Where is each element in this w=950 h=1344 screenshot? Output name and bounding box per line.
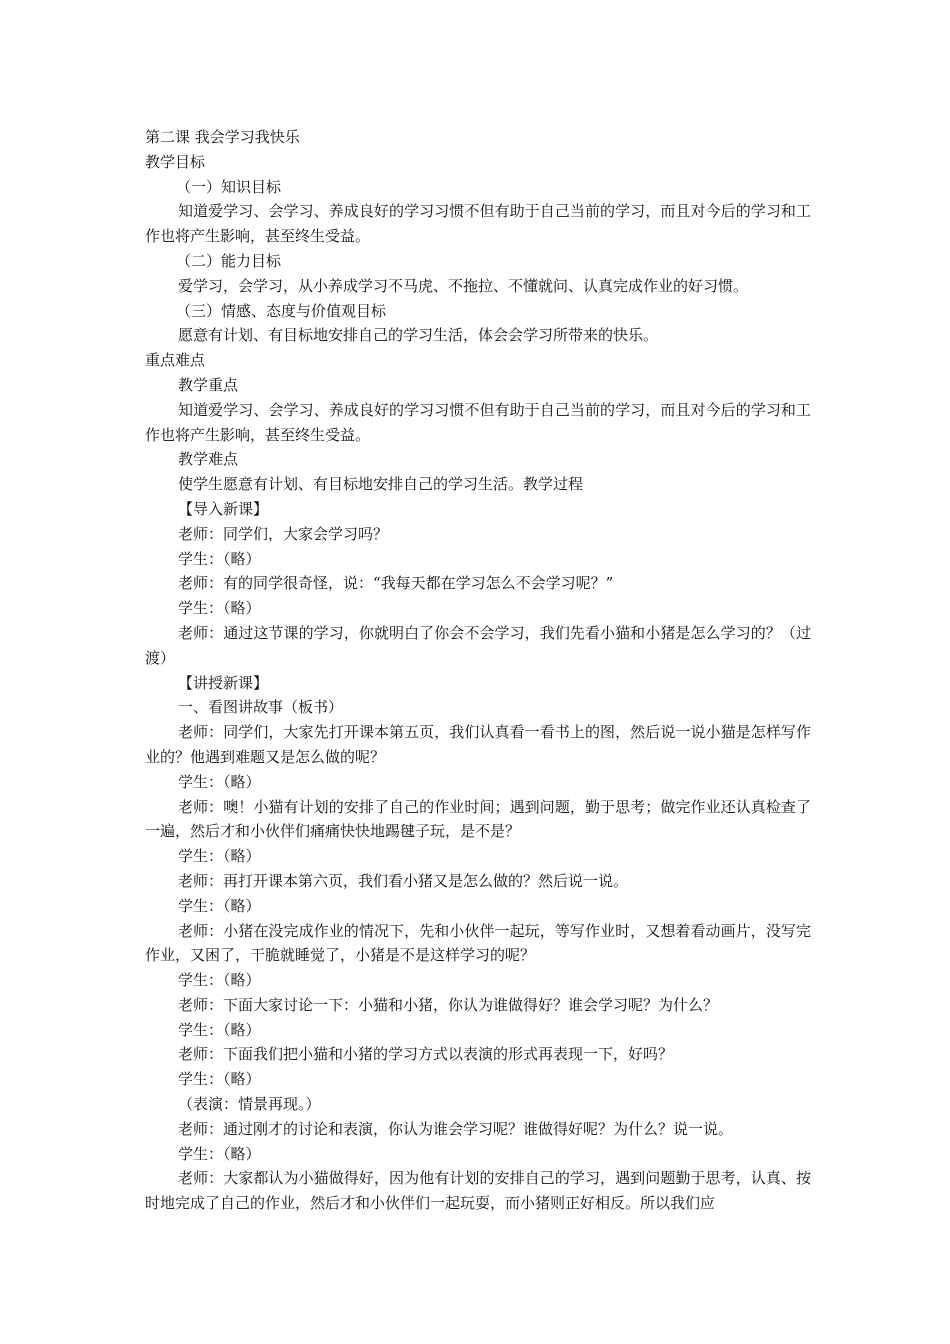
paragraph: 学生：（略） (178, 971, 261, 990)
paragraph: 学生：（略） (178, 1020, 261, 1039)
paragraph: 使学生愿意有计划、有目标地安排自己的学习生活。教学过程 (178, 475, 584, 494)
paragraph: 知道爱学习、会学习、养成良好的学习习惯不但有助于自己当前的学习，而且对今后的学习和工作也将产生影响，甚至终生受益。 (145, 400, 811, 444)
paragraph: 【导入新课】 (178, 499, 269, 518)
paragraph: 老师：下面我们把小猫和小猪的学习方式以表演的形式再表现一下，好吗？ (178, 1045, 674, 1064)
paragraph: 老师：有的同学很奇怪，说：“我每天都在学习怎么不会学习呢？” (178, 574, 614, 593)
paragraph: 老师：大家都认为小猫做得好，因为他有计划的安排自己的学习，遇到问题勤于思考，认真、按时地完成了自己的作业，然后才和小伙伴们一起玩耍，而小猪则正好相反。所以我们应 (145, 1169, 811, 1213)
document-title: 第二课 我会学习我快乐 (145, 128, 300, 146)
paragraph: （一）知识目标 (176, 177, 282, 196)
paragraph: 学生：（略） (178, 896, 261, 915)
paragraph: 爱学习，会学习，从小养成学习不马虎、不拖拉、不懂就问、认真完成作业的好习惯。 (178, 276, 749, 295)
paragraph: （三）情感、态度与价值观目标 (176, 301, 387, 320)
paragraph: 老师：同学们，大家会学习吗？ (178, 524, 389, 543)
paragraph: 教学难点 (178, 450, 239, 469)
paragraph: 一、看图讲故事（板书） (178, 698, 344, 717)
paragraph: 学生：（略） (178, 549, 261, 568)
paragraph: 学生：（略） (178, 1070, 261, 1089)
paragraph: 老师：噢！小猫有计划的安排了自己的作业时间；遇到问题，勤于思考；做完作业还认真检查了一遍，然后才和小伙伴们痛痛快快地踢毽子玩，是不是？ (145, 797, 811, 841)
paragraph: 学生：（略） (178, 599, 261, 618)
paragraph: 老师：通过这节课的学习，你就明白了你会不会学习，我们先看小猫和小猪是怎么学习的？（过渡） (145, 623, 811, 667)
paragraph: 教学目标 (145, 152, 206, 171)
paragraph: 重点难点 (145, 351, 206, 370)
paragraph: 老师：小猪在没完成作业的情况下，先和小伙伴一起玩，等写作业时，又想着看动画片，没写完作业，又困了，干脆就睡觉了，小猪是不是这样学习的呢？ (145, 921, 811, 965)
paragraph: 老师：同学们，大家先打开课本第五页，我们认真看一看书上的图，然后说一说小猫是怎样写作业的？他遇到难题又是怎么做的呢？ (145, 723, 811, 766)
paragraph: 愿意有计划、有目标地安排自己的学习生活，体会会学习所带来的快乐。 (178, 326, 659, 345)
paragraph: 知道爱学习、会学习、养成良好的学习习惯不但有助于自己当前的学习，而且对今后的学习和工作也将产生影响，甚至终生受益。 (145, 202, 811, 246)
paragraph: 教学重点 (178, 375, 239, 394)
paragraph: 学生：（略） (178, 1144, 261, 1163)
document-page (145, 125, 811, 1216)
paragraph: （二）能力目标 (176, 251, 282, 270)
paragraph: 老师：下面大家讨论一下：小猫和小猪，你认为谁做得好？谁会学习呢？为什么？ (178, 995, 719, 1014)
paragraph: 老师：通过刚才的讨论和表演，你认为谁会学习呢？谁做得好呢？为什么？说一说。 (178, 1119, 734, 1138)
paragraph: 【讲授新课】 (178, 673, 269, 692)
document-body (145, 150, 811, 1216)
paragraph: 学生：（略） (178, 847, 261, 866)
paragraph: 学生：（略） (178, 772, 261, 791)
paragraph: （表演：情景再现。） (178, 1095, 321, 1114)
paragraph: 老师：再打开课本第六页，我们看小猪又是怎么做的？然后说一说。 (178, 871, 629, 890)
